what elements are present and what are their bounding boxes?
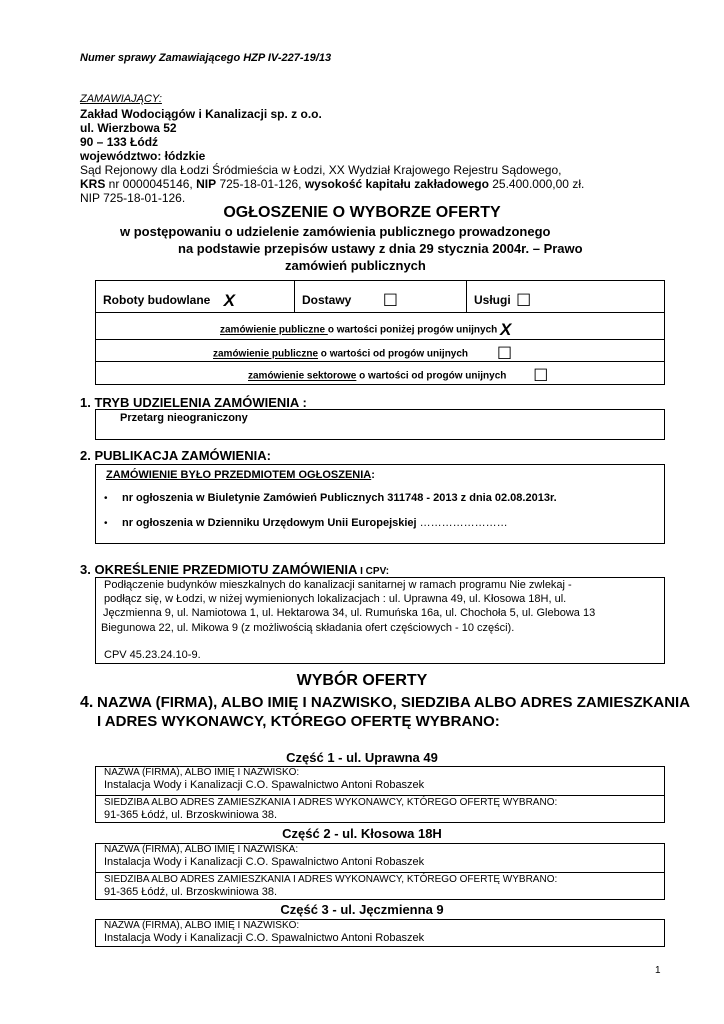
divider: [95, 872, 665, 873]
part-1-title: Część 1 - ul. Uprawna 49: [286, 750, 438, 765]
value-row-text: o wartości poniżej progów unijnych: [327, 324, 498, 336]
krs-value: nr 0000045146,: [105, 177, 197, 191]
title-line-3: zamówień publicznych: [285, 258, 426, 273]
part-2-name-value: Instalacja Wody i Kanalizacji C.O. Spawalnictwo Antoni Robaszek: [104, 856, 425, 868]
section-4-number: 4.: [80, 694, 94, 711]
divider: [95, 312, 665, 313]
subject-line-4: Biegunowa 22, ul. Mikowa 9 (z możliwością składania ofert częściowych - 10 części).: [101, 622, 515, 634]
part-3-title: Część 3 - ul. Jęczmienna 9: [280, 902, 444, 917]
part-1-addr-label: SIEDZIBA ALBO ADRES ZAMIESZKANIA I ADRES WYKONAWCY, KTÓREGO OFERTĘ WYBRANO:: [104, 797, 558, 808]
section-1-heading: 1. TRYB UDZIELENIA ZAMÓWIENIA :: [80, 395, 307, 410]
contractor-street: ul. Wierzbowa 52: [80, 121, 177, 135]
sector-order: [248, 366, 548, 386]
checkbox-icon: ☐: [533, 366, 549, 385]
contractor-court: Sąd Rejonowy dla Łodzi Śródmieścia w Łodzi, XX Wydział Krajowego Rejestru Sądowego,: [80, 163, 562, 177]
part-3-name-label: NAZWA (FIRMA), ALBO IMIĘ I NAZWISKO:: [104, 920, 300, 931]
contractor-voivodeship: województwo: łódzkie: [80, 149, 206, 163]
page-title: OGŁOSZENIE O WYBORZE OFERTY: [223, 204, 501, 221]
bullet-icon: •: [104, 518, 108, 529]
title-line-2: na podstawie przepisów ustawy z dnia 29 stycznia 2004r. – Prawo: [178, 241, 583, 256]
divider: [466, 280, 467, 312]
value-row-link: zamówienie sektorowe: [248, 370, 357, 382]
value-row-link: zamówienie publiczne: [213, 348, 319, 360]
cpv-code: CPV 45.23.24.10-9.: [104, 649, 201, 661]
divider: [95, 795, 665, 796]
nip-value: 725-18-01-126,: [216, 177, 305, 191]
offer-title: WYBÓR OFERTY: [296, 672, 428, 689]
contractor-name: Zakład Wodociągów i Kanalizacji sp. z o.o.: [80, 107, 322, 121]
section-3-heading-suffix: I CPV:: [357, 566, 390, 577]
procedure-mode: Przetarg nieograniczony: [120, 412, 248, 424]
section-4-heading-1: NAZWA (FIRMA), ALBO IMIĘ I NAZWISKO, SIEDZIBA ALBO ADRES ZAMIESZKANIA: [97, 694, 691, 711]
type-works-label: Roboty budowlane: [103, 293, 211, 308]
part-1-name-value: Instalacja Wody i Kanalizacji C.O. Spawalnictwo Antoni Robaszek: [104, 779, 425, 791]
publication-subheading-text: ZAMÓWIENIE BYŁO PRZEDMIOTEM OGŁOSZENIA: [106, 469, 372, 481]
subject-line-3: Jęczmienna 9, ul. Namiotowa 1, ul. Hektarowa 34, ul. Rumuńska 16a, ul. Chochoła 5, ul. Glebowa 13: [103, 607, 596, 619]
ojeu-notice: [122, 517, 508, 529]
divider: [294, 280, 295, 312]
title-line-1: w postępowaniu o udzielenie zamówienia publicznego prowadzonego: [120, 224, 551, 239]
publication-subheading-suffix: :: [371, 469, 375, 481]
type-services-label: Usługi: [474, 293, 511, 308]
case-number: Numer sprawy Zamawiającego HZP IV-227-19/13: [80, 52, 332, 64]
type-supplies-label: Dostawy: [302, 293, 352, 308]
section-4-heading-2: I ADRES WYKONAWCY, KTÓREGO OFERTĘ WYBRANO:: [97, 713, 500, 730]
contractor-city: 90 – 133 Łódź: [80, 135, 159, 149]
checkbox-icon: ☐: [382, 291, 398, 310]
section-3-heading-main: 3. OKREŚLENIE PRZEDMIOTU ZAMÓWIENIA: [80, 562, 358, 577]
krs-label: KRS: [80, 177, 106, 191]
part-2-addr-label: SIEDZIBA ALBO ADRES ZAMIESZKANIA I ADRES WYKONAWCY, KTÓREGO OFERTĘ WYBRANO:: [104, 874, 558, 885]
contractor-nip-line: NIP 725-18-01-126.: [80, 191, 186, 205]
section-2-heading: 2. PUBLIKACJA ZAMÓWIENIA:: [80, 448, 271, 463]
part-3-name-value: Instalacja Wody i Kanalizacji C.O. Spawalnictwo Antoni Robaszek: [104, 932, 425, 944]
type-supplies: [302, 291, 398, 311]
checkbox-icon: ☐: [496, 344, 513, 363]
capital-label: wysokość kapitału zakładowego: [304, 177, 489, 191]
part-1-addr-value: 91-365 Łódź, ul. Brzoskwiniowa 38.: [104, 809, 278, 821]
contractor-label: ZAMAWIAJĄCY:: [80, 93, 162, 105]
bullet-icon: •: [104, 493, 108, 504]
value-row-text: o wartości od progów unijnych: [356, 370, 507, 382]
publication-subheading: [106, 469, 375, 481]
contractor-registry: [80, 177, 584, 191]
subject-line-1: Podłączenie budynków mieszkalnych do kanalizacji sanitarnej w ramach programu Nie zwlekaj -: [104, 579, 572, 591]
checkbox-icon: ☐: [516, 291, 532, 310]
type-works: [103, 291, 235, 311]
ojeu-notice-dots: ……………………: [416, 517, 508, 529]
checked-box-icon: X: [223, 291, 236, 310]
part-2-name-label: NAZWA (FIRMA), ALBO IMIĘ I NAZWISKA:: [104, 844, 299, 855]
part-2-title: Część 2 - ul. Kłosowa 18H: [282, 826, 442, 841]
part-1-name-label: NAZWA (FIRMA), ALBO IMIĘ I NAZWISKO:: [104, 767, 300, 778]
value-above-threshold: [213, 344, 512, 364]
nip-label: NIP: [196, 177, 217, 191]
value-below-threshold: [220, 320, 511, 340]
value-row-link: zamówienie publiczne: [220, 324, 328, 336]
part-2-addr-value: 91-365 Łódź, ul. Brzoskwiniowa 38.: [104, 886, 278, 898]
ojeu-notice-label: nr ogłoszenia w Dzienniku Urzędowym Unii Europejskiej: [122, 517, 417, 529]
page-number: 1: [655, 965, 661, 976]
type-services: [474, 291, 531, 311]
value-row-text: o wartości od progów unijnych: [318, 348, 469, 360]
subject-line-2: podłącz się, w Łodzi, w niżej wymienionych lokalizacjach : ul. Uprawna 49, ul. Kłosowa 18H, ul.: [104, 593, 567, 605]
capital-value: 25.400.000,00 zł.: [488, 177, 585, 191]
section-3-heading: [80, 562, 389, 577]
bzp-notice: nr ogłoszenia w Biuletynie Zamówień Publicznych 311748 - 2013 z dnia 02.08.2013r.: [122, 492, 557, 504]
checked-box-icon: X: [500, 320, 512, 339]
